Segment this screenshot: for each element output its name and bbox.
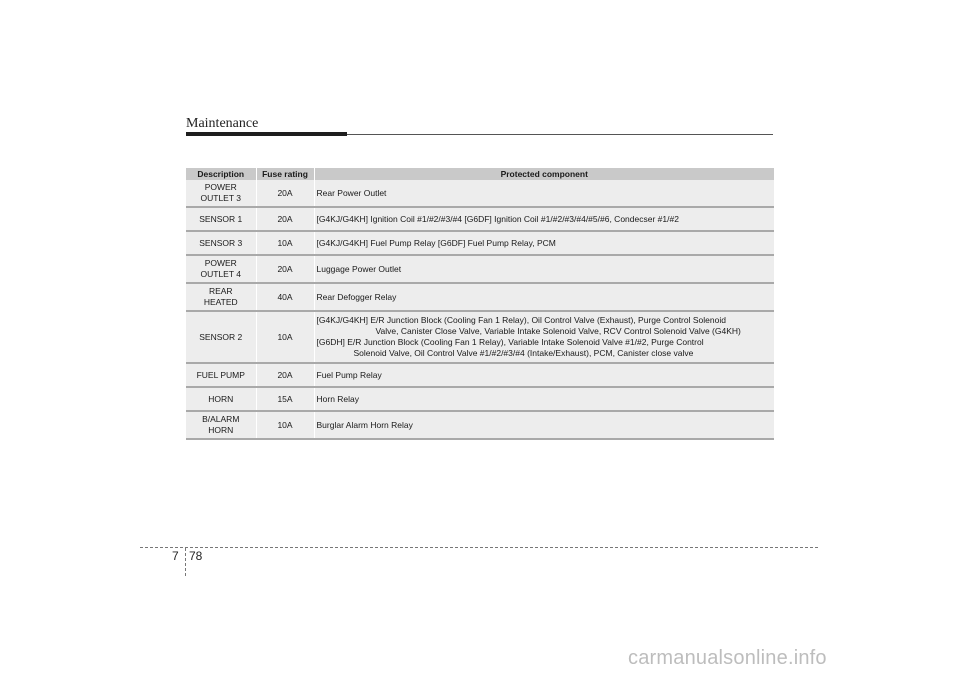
column-header-protected-component: Protected component bbox=[314, 168, 774, 180]
cell-component: [G4KJ/G4KH] E/R Junction Block (Cooling Fan 1 Relay), Oil Control Valve (Exhaust), Purge Control Solenoid Valve, Canister Close Valve, Variable Intake Solenoid Valve, RCV Control Solenoid Valve (G4KH) [G6DH] E/R Junction Block (Cooling Fan 1 Relay), Variable Intake Solenoid Valve #1/#2, Purge Control Solenoid Valve, Oil Control Valve #1/#2/#3/#4 (Intake/Exhaust), PCM, Canister close valve bbox=[314, 311, 774, 363]
section-title: Maintenance bbox=[186, 116, 259, 131]
watermark-text: carmanualsonline.info bbox=[628, 647, 827, 669]
cell-component: [G4KJ/G4KH] Ignition Coil #1/#2/#3/#4 [G6DF] Ignition Coil #1/#2/#3/#4/#5/#6, Condecser #1/#2 bbox=[314, 207, 774, 231]
table-row bbox=[186, 283, 774, 311]
cell-fuse-rating: 20A bbox=[256, 180, 314, 207]
cell-description: POWER OUTLET 3 bbox=[186, 180, 256, 207]
cell-fuse-rating: 20A bbox=[256, 207, 314, 231]
cell-component: Horn Relay bbox=[314, 387, 774, 411]
cell-description: FUEL PUMP bbox=[186, 363, 256, 387]
table-row bbox=[186, 231, 774, 255]
table-row bbox=[186, 207, 774, 231]
column-header-fuse-rating: Fuse rating bbox=[256, 168, 314, 180]
table-row bbox=[186, 411, 774, 439]
cell-fuse-rating: 40A bbox=[256, 283, 314, 311]
header-rule-thin bbox=[347, 134, 773, 135]
fuse-table bbox=[186, 168, 774, 440]
page-number: 78 bbox=[189, 549, 203, 563]
column-header-description: Description bbox=[186, 168, 256, 180]
header-rule-thick bbox=[186, 132, 347, 136]
cell-fuse-rating: 20A bbox=[256, 255, 314, 283]
cell-component: Rear Defogger Relay bbox=[314, 283, 774, 311]
cell-description: SENSOR 1 bbox=[186, 207, 256, 231]
cell-fuse-rating: 10A bbox=[256, 311, 314, 363]
cell-component: [G4KJ/G4KH] Fuel Pump Relay [G6DF] Fuel Pump Relay, PCM bbox=[314, 231, 774, 255]
cell-fuse-rating: 20A bbox=[256, 363, 314, 387]
cell-description: REAR HEATED bbox=[186, 283, 256, 311]
cell-component: Burglar Alarm Horn Relay bbox=[314, 411, 774, 439]
cell-component: Rear Power Outlet bbox=[314, 180, 774, 207]
table-row bbox=[186, 180, 774, 207]
cell-fuse-rating: 15A bbox=[256, 387, 314, 411]
cell-fuse-rating: 10A bbox=[256, 411, 314, 439]
cell-description: SENSOR 3 bbox=[186, 231, 256, 255]
footer-rule bbox=[140, 547, 818, 548]
table-row bbox=[186, 255, 774, 283]
cell-description: SENSOR 2 bbox=[186, 311, 256, 363]
cell-fuse-rating: 10A bbox=[256, 231, 314, 255]
table-row bbox=[186, 387, 774, 411]
table-row bbox=[186, 311, 774, 363]
chapter-number: 7 bbox=[172, 549, 179, 563]
cell-description: B/ALARM HORN bbox=[186, 411, 256, 439]
cell-description: POWER OUTLET 4 bbox=[186, 255, 256, 283]
table-row bbox=[186, 363, 774, 387]
footer-divider bbox=[185, 548, 186, 576]
cell-component: Luggage Power Outlet bbox=[314, 255, 774, 283]
cell-description: HORN bbox=[186, 387, 256, 411]
table-header-row bbox=[186, 168, 774, 180]
cell-component: Fuel Pump Relay bbox=[314, 363, 774, 387]
